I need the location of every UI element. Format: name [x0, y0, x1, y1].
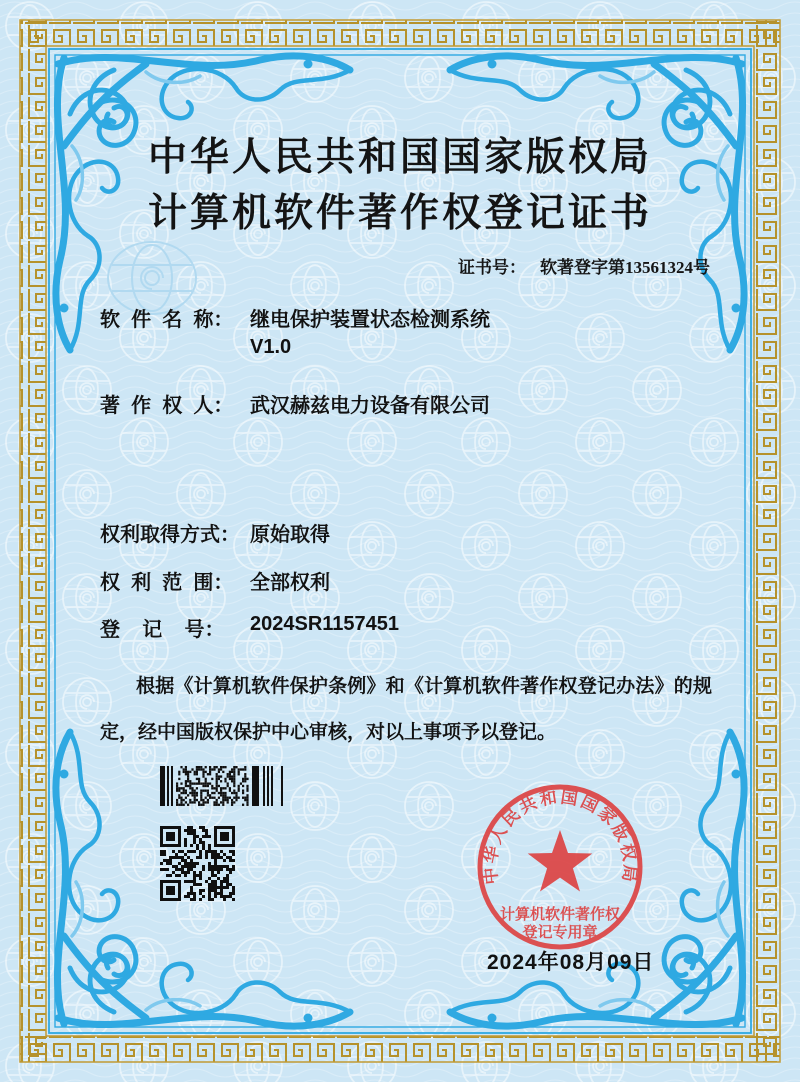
certificate-title: 计算机软件著作权登记证书	[147, 192, 652, 235]
registration-statement: 根据《计算机软件保护条例》和《计算机软件著作权登记办法》的规定，经中国版权保护中心审核，对以上事项予以登记。	[100, 676, 712, 743]
seal-line1: 计算机软件著作权	[499, 907, 621, 923]
certificate-number	[458, 253, 710, 278]
field-acquisition-method	[100, 518, 330, 547]
official-seal	[465, 772, 655, 962]
rights-scope-value: 全部权利	[250, 572, 330, 594]
copyright-owner-value: 武汉赫兹电力设备有限公司	[250, 395, 490, 417]
issuer-title: 中华人民共和国国家版权局	[147, 136, 652, 179]
barcode-icon	[160, 766, 286, 806]
field-copyright-owner	[100, 389, 490, 418]
certificate-number-value: 软著登字第13561324号	[540, 258, 710, 277]
software-version-value: V1.0	[250, 336, 292, 358]
registration-number-label: 登 记 号：	[100, 619, 225, 641]
field-rights-scope	[100, 566, 330, 595]
seal-line2: 登记专用章	[522, 925, 598, 941]
registration-number-value: 2024SR1157451	[250, 613, 400, 635]
acquisition-method-label: 权利取得方式：	[100, 524, 240, 546]
red-star-icon	[528, 830, 593, 892]
software-name-value: 继电保护装置状态检测系统	[250, 309, 490, 331]
certificate-number-label: 证书号：	[458, 258, 526, 277]
registration-date: 2024年08月09日	[487, 951, 655, 974]
software-name-label: 软 件 名 称：	[100, 309, 234, 331]
copyright-owner-label: 著 作 权 人：	[100, 395, 234, 417]
seal-arc-text: 中华人民共和国国家版权局	[480, 787, 640, 886]
field-software-name	[100, 303, 490, 332]
qr-code-icon	[160, 826, 235, 901]
rights-scope-label: 权 利 范 围：	[100, 572, 234, 594]
acquisition-method-value: 原始取得	[250, 524, 330, 546]
field-registration-number	[100, 613, 400, 642]
